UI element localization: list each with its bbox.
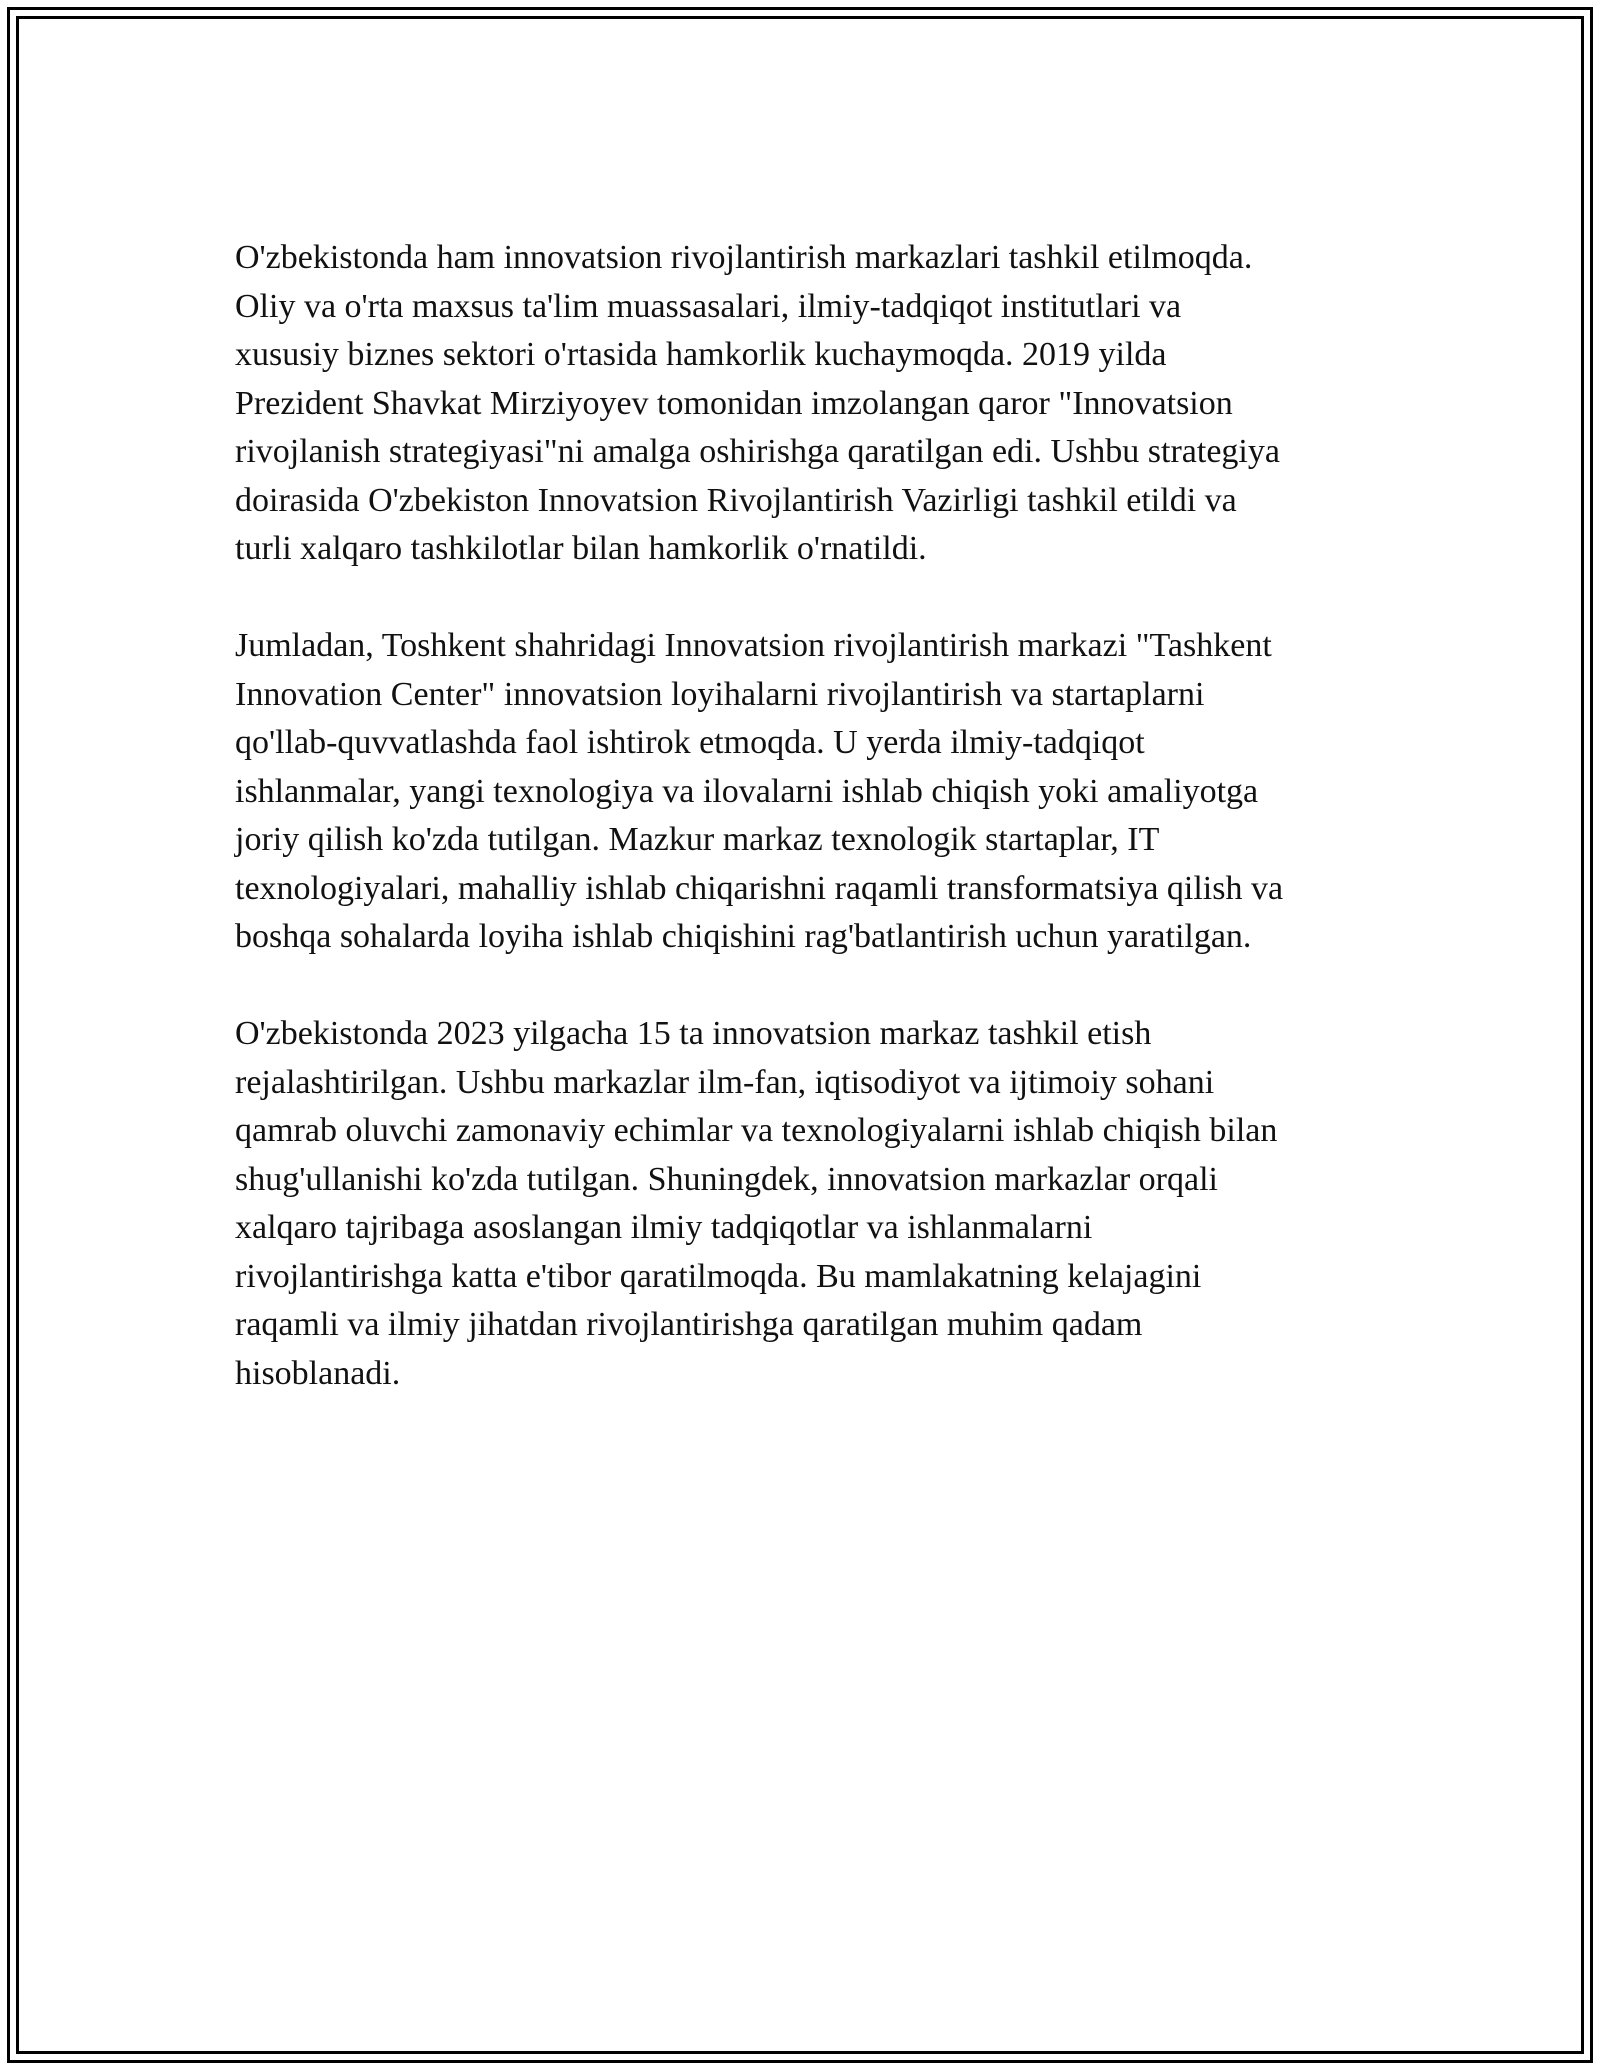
- text-line: qo'llab-quvvatlashda faol ishtirok etmoqda. U yerda ilmiy-tadqiqot: [235, 724, 1145, 761]
- text-line: shug'ullanishi ko'zda tutilgan. Shuningdek, innovatsion markazlar orqali: [235, 1160, 1218, 1198]
- paragraph-2: [235, 622, 1385, 962]
- text-line: boshqa sohalarda loyiha ishlab chiqishini rag'batlantirish uchun yaratilgan.: [235, 918, 1252, 955]
- text-line: Jumladan, Toshkent shahridagi Innovatsion rivojlantirish markazi "Tashkent: [235, 627, 1272, 664]
- text-line: xalqaro tajribaga asoslangan ilmiy tadqiqotlar va ishlanmalarni: [235, 1209, 1093, 1246]
- text-line: hisoblanadi.: [235, 1354, 401, 1392]
- document-body: [235, 234, 1385, 1398]
- text-line: rivojlantirishga katta e'tibor qaratilmoqda. Bu mamlakatning kelajagini: [235, 1257, 1202, 1295]
- text-line: raqamli va ilmiy jihatdan rivojlantirishga qaratilgan muhim qadam: [235, 1306, 1143, 1343]
- text-line: turli xalqaro tashkilotlar bilan hamkorlik o'rnatildi.: [235, 530, 927, 567]
- text-line: joriy qilish ko'zda tutilgan. Mazkur markaz texnologik startaplar, IT: [235, 821, 1160, 858]
- text-line: Innovation Center" innovatsion loyihalarni rivojlantirish va startaplarni: [235, 675, 1205, 713]
- text-line: doirasida O'zbekiston Innovatsion Rivojlantirish Vazirligi tashkil etildi va: [235, 481, 1237, 519]
- text-line: qamrab oluvchi zamonaviy echimlar va texnologiyalarni ishlab chiqish bilan: [235, 1112, 1278, 1149]
- text-line: Oliy va o'rta maxsus ta'lim muassasalari, ilmiy-tadqiqot institutlari va: [235, 287, 1182, 325]
- text-line: Prezident Shavkat Mirziyoyev tomonidan imzolangan qaror "Innovatsion: [235, 384, 1233, 422]
- text-line: rivojlanish strategiyasi"ni amalga oshirishga qaratilgan edi. Ushbu strategiya: [235, 433, 1280, 470]
- text-line: rejalashtirilgan. Ushbu markazlar ilm-fan, iqtisodiyot va ijtimoiy sohani: [235, 1063, 1215, 1101]
- text-line: O'zbekistonda 2023 yilgacha 15 ta innovatsion markaz tashkil etish: [235, 1015, 1152, 1052]
- paragraph-3: [235, 1010, 1385, 1398]
- text-line: O'zbekistonda ham innovatsion rivojlantirish markazlari tashkil etilmoqda.: [235, 239, 1253, 276]
- text-line: texnologiyalari, mahalliy ishlab chiqarishni raqamli transformatsiya qilish va: [235, 869, 1284, 907]
- text-line: ishlanmalar, yangi texnologiya va ilovalarni ishlab chiqish yoki amaliyotga: [235, 772, 1259, 810]
- text-line: xususiy biznes sektori o'rtasida hamkorlik kuchaymoqda. 2019 yilda: [235, 336, 1167, 373]
- paragraph-1: [235, 234, 1385, 574]
